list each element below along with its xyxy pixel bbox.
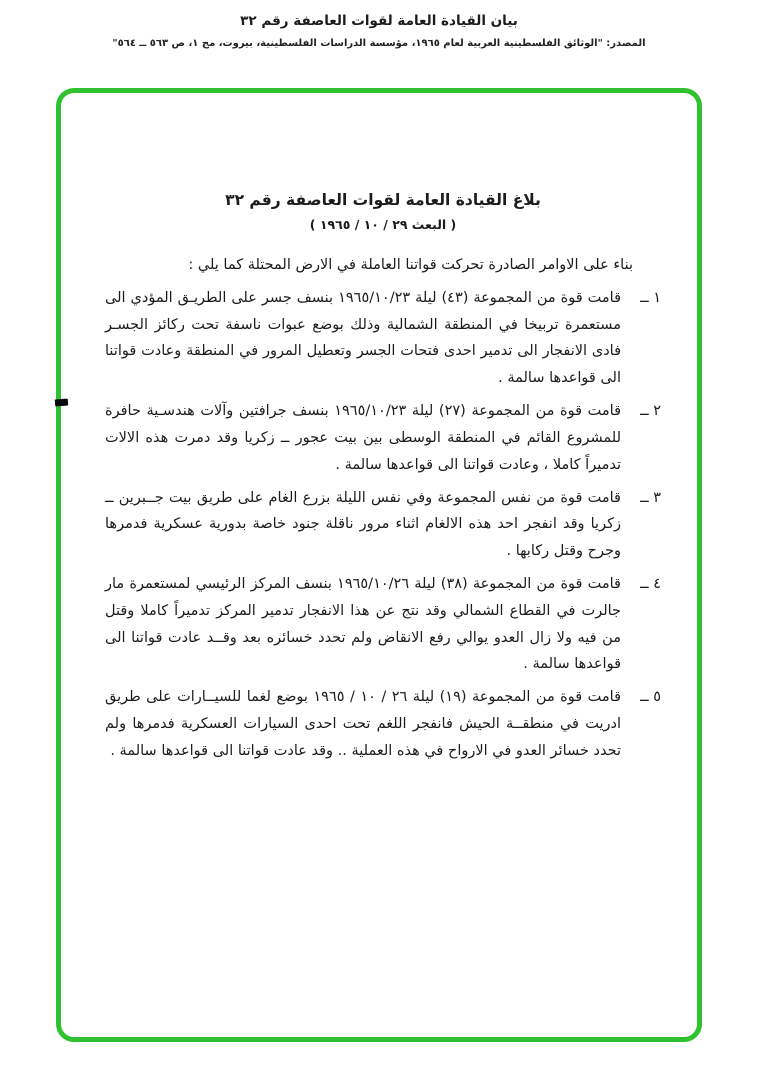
page-title: بيان القيادة العامة لقوات العاصفة رقم ٣٢ [240, 13, 518, 29]
item-text: قامت قوة من نفس المجموعة وفي نفس الليلة بزرع الغام على طريق بيت جــبرين ــ زكريا وقد انفجر احد هذه الالغام اثناء مرور ناقلة جنود خاصة بدورية عسكرية فدمرها وجرح وقتل ركابها . [105, 489, 621, 560]
item-number: ٢ ــ [640, 403, 661, 420]
item-number: ١ ــ [640, 289, 661, 306]
item-number: ٤ ــ [640, 575, 661, 592]
document-intro: بناء على الاوامر الصادرة تحركت قواتنا العاملة في الارض المحتلة كما يلي : [188, 257, 633, 273]
document-content [61, 93, 697, 765]
list-item [105, 485, 661, 565]
document-title: بلاغ القيادة العامة لقوات العاصفة رقم ٣٢ [225, 191, 541, 209]
source-citation: المصدر: "الوثائق الفلسطينية العربية لعام ١٩٦٥، مؤسسة الدراسات الفلسطينية، بيروت، مج ١، ص ٥٦٣ ــ ٥٦٤" [112, 38, 646, 49]
list-item [105, 285, 661, 392]
scan-artifact [55, 399, 68, 407]
document-date-line: ( البعث ٢٩ / ١٠ / ١٩٦٥ ) [309, 217, 457, 232]
item-number: ٣ ــ [640, 489, 661, 506]
item-text: قامت قوة من المجموعة (٤٣) ليلة ١٩٦٥/١٠/٢٣ بنسف جسر على الطريـق المؤدي الى مستعمرة تربيخا في المنطقة الشمالية وذلك بوضع عبوات ناسفة تحت ركائز الجسـر فادى الانفجار الى تدمير احدى فتحات الجسر وتعطيل المرور في المنطقة وعادت قواتنا الى قواعدها سالمة . [105, 289, 621, 387]
page-header [0, 0, 758, 49]
item-text: قامت قوة من المجموعة (٢٧) ليلة ١٩٦٥/١٠/٢٣ بنسف جرافتين وآلات هندسـية حافرة للمشروع القائم في المنطقة الوسطى بين بيت عجور ــ زكريا وقد دمرت هذه الالات تدميراً كاملا ، وعادت قواتنا الى قواعدها سالمة . [105, 403, 621, 473]
list-item [105, 398, 661, 478]
document-item-list [105, 285, 661, 765]
list-item [105, 684, 661, 764]
item-text: قامت قوة من المجموعة (٣٨) ليلة ١٩٦٥/١٠/٢٦ بنسف المركز الرئيسي لمستعمرة مار جالرت في القطاع الشمالي وقد نتج عن هذا الانفجار تدمير المركز تدميراً كاملا وقتل من فيه ولا زال العدو يوالي رفع الانقاض ولم تحدد خسائره بعد وقــد عادت قواتنا الى قواعدها سالمة . [105, 575, 621, 673]
list-item [105, 571, 661, 678]
document-frame [56, 88, 702, 1042]
item-text: قامت قوة من المجموعة (١٩) ليلة ٢٦ / ١٠ / ١٩٦٥ بوضع لغما للسيــارات على طريق ادريت في منطقــة الحيش فانفجر اللغم تحت احدى السيارات العسكرية فدمرها ولم تحدد خسائر العدو في الارواح في هذه العملية .. وقد عادت قواتنا الى قواعدها سالمة . [105, 689, 622, 759]
item-number: ٥ ــ [640, 689, 661, 706]
